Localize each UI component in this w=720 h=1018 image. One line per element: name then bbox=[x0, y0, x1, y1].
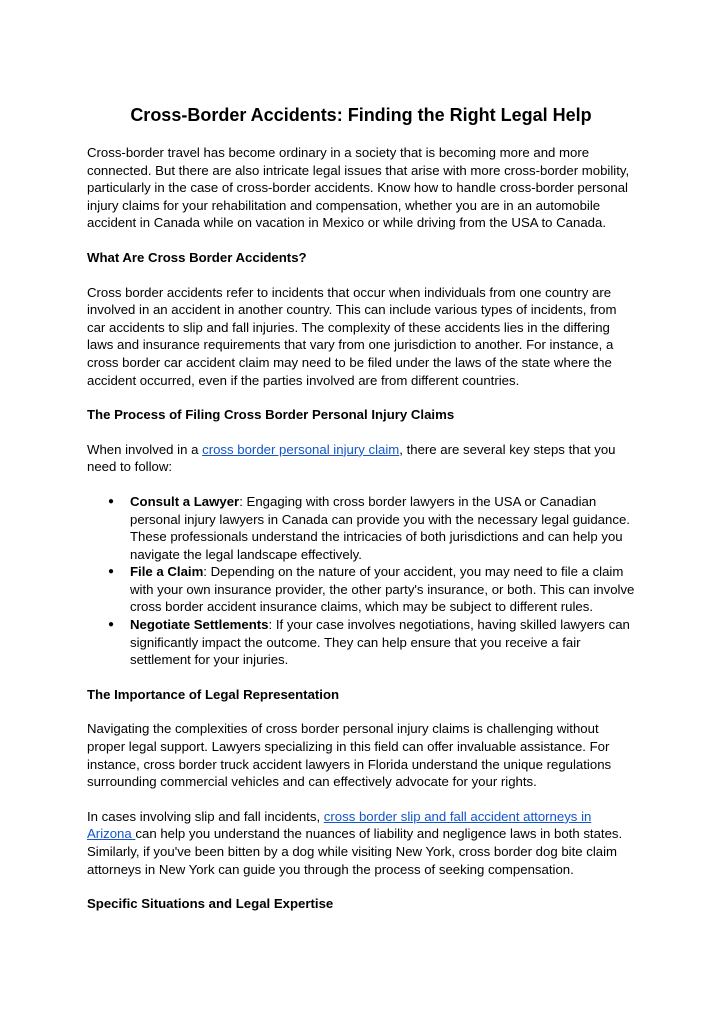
slip-fall-attorneys-link[interactable]: cross border slip and fall accident attorneys in Arizona bbox=[87, 808, 592, 842]
text-span: , there are several key steps that you need to follow: bbox=[87, 441, 616, 475]
section-heading-importance: The Importance of Legal Representation bbox=[87, 686, 340, 702]
text-span: When involved in a bbox=[87, 441, 203, 457]
list-item bbox=[108, 563, 635, 616]
section-paragraph-slip-fall bbox=[87, 808, 635, 878]
document-title: Cross-Border Accidents: Finding the Right Legal Help bbox=[130, 105, 592, 125]
section-heading-process: The Process of Filing Cross Border Personal Injury Claims bbox=[87, 407, 455, 423]
section-paragraph-process-intro bbox=[87, 441, 635, 476]
bullet-icon: ● bbox=[108, 566, 115, 578]
section-paragraph-importance: Navigating the complexities of cross border personal injury claims is challenging without proper legal support. Lawyers specializing in this field can offer invaluable assistance. For instance, cross border truck accident lawyers in Florida understand the unique regulations surrounding commercial vehicles and can effectively advocate for your rights. bbox=[87, 721, 612, 790]
list-item-text: : Depending on the nature of your accident, you may need to file a claim with your own insurance provider, the other party's insurance, or both. This can involve cross border accident insurance claims, which may be subject to different rules. bbox=[130, 564, 635, 615]
intro-paragraph: Cross-border travel has become ordinary in a society that is becoming more and more connected. But there are also intricate legal issues that arise with more cross-border mobility, particularly in the case of cross-border accidents. Know how to handle cross-border personal injury claims for your rehabilitation and compensation, whether you are in an automobile accident in Canada while on vacation in Mexico or while driving from the USA to Canada. bbox=[87, 145, 630, 231]
list-item-text: : If your case involves negotiations, having skilled lawyers can significantly impact the outcome. They can help ensure that you receive a fair settlement for your injuries. bbox=[130, 617, 630, 668]
steps-list bbox=[87, 493, 635, 669]
personal-injury-claim-link[interactable]: cross border personal injury claim bbox=[202, 441, 400, 457]
list-item bbox=[108, 493, 635, 563]
list-item bbox=[108, 616, 635, 669]
bullet-icon: ● bbox=[108, 619, 115, 631]
list-item-label: Consult a Lawyer bbox=[130, 493, 240, 509]
section-heading-specific: Specific Situations and Legal Expertise bbox=[87, 896, 334, 912]
text-span: In cases involving slip and fall incidents, bbox=[87, 808, 324, 824]
section-paragraph-what-are: Cross border accidents refer to incidents that occur when individuals from one country are involved in an accident in another country. This can include various types of incidents, from car accidents to slip and fall injuries. The complexity of these accidents lies in the differing laws and insurance requirements that vary from one jurisdiction to another. For instance, a cross border car accident claim may need to be filed under the laws of the state where the accident occurred, even if the parties involved are from different countries. bbox=[87, 284, 617, 388]
text-span: can help you understand the nuances of liability and negligence laws in both states. Similarly, if you've been bitten by a dog while visiting New York, cross border dog bite claim attorneys in New York can guide you through the process of seeking compensation. bbox=[87, 826, 623, 877]
list-item-label: Negotiate Settlements bbox=[130, 617, 269, 633]
list-item-label: File a Claim bbox=[130, 564, 204, 580]
section-heading-what-are: What Are Cross Border Accidents? bbox=[87, 249, 307, 265]
document-page bbox=[87, 104, 635, 930]
list-item-text: : Engaging with cross border lawyers in the USA or Canadian personal injury lawyers in Canada can provide you with the necessary legal guidance. These professionals understand the intricacies of both jurisdictions and can help you navigate the legal landscape effectively. bbox=[130, 493, 630, 562]
bullet-icon: ● bbox=[108, 495, 115, 507]
